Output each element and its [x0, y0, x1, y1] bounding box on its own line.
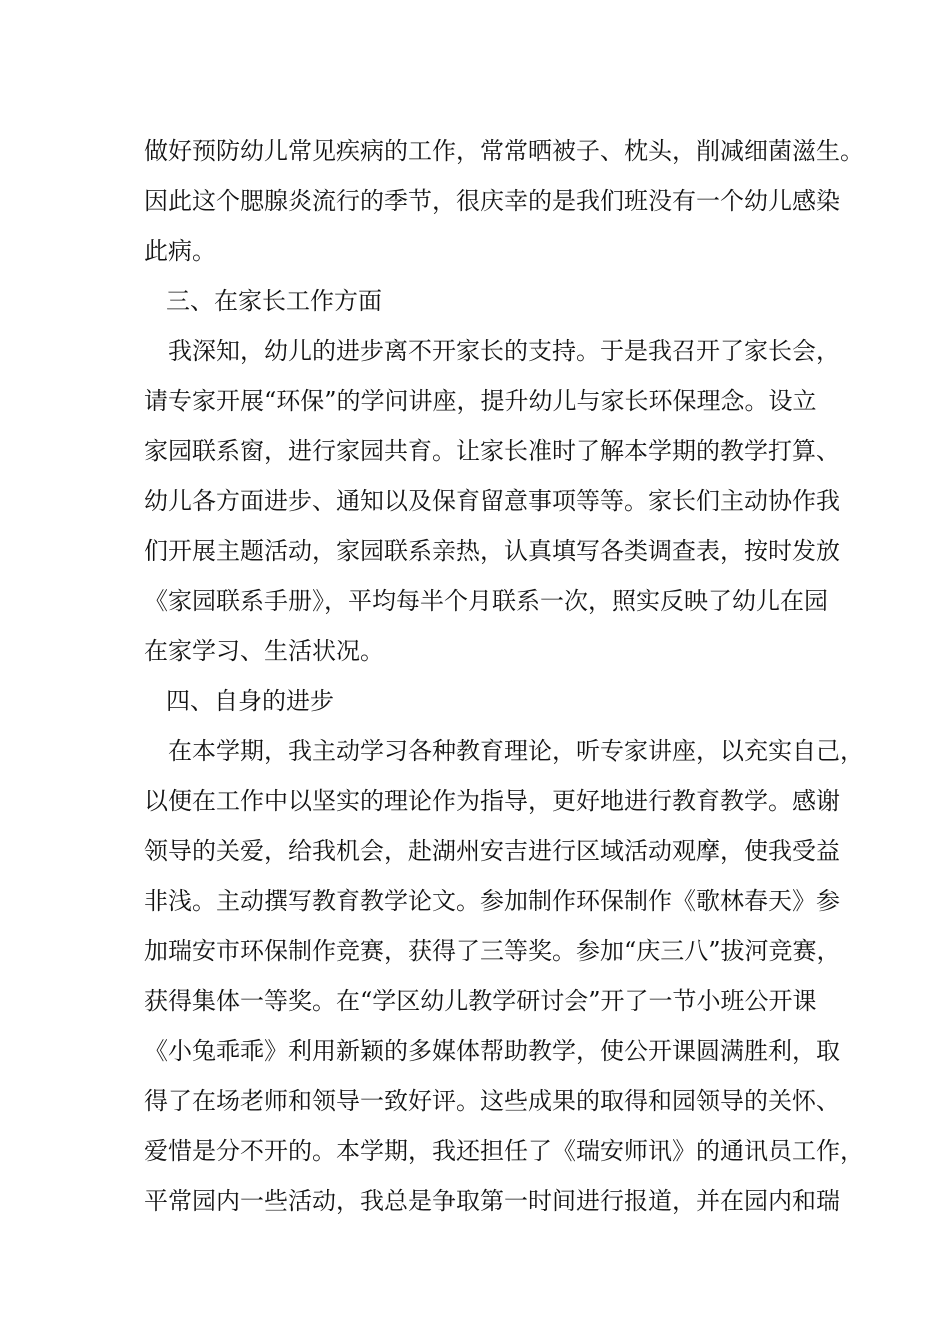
body-text-line: 加瑞安市环保制作竞赛，获得了三等奖。参加“庆三八”拔河竞赛，: [144, 937, 841, 965]
body-text-line: 获得集体一等奖。在“学区幼儿教学研讨会”开了一节小班公开课: [144, 987, 817, 1015]
body-text-line: 非浅。主动撰写教育教学论文。参加制作环保制作《歌林春天》参: [144, 887, 840, 915]
body-text-line: 《小兔乖乖》利用新颖的多媒体帮助教学，使公开课圆满胜利，取: [144, 1037, 840, 1065]
section-heading-parents: 三、在家长工作方面: [166, 287, 382, 315]
body-text-line: 此病。: [144, 237, 216, 265]
body-text-line: 平常园内一些活动，我总是争取第一时间进行报道，并在园内和瑞: [144, 1187, 840, 1215]
body-text-line: 我深知，幼儿的进步离不开家长的支持。于是我召开了家长会，: [168, 337, 840, 365]
body-text-line: 们开展主题活动，家园联系亲热，认真填写各类调查表，按时发放: [144, 537, 840, 565]
body-text-line: 做好预防幼儿常见疾病的工作，常常晒被子、枕头，削减细菌滋生。: [144, 137, 864, 165]
body-text-line: 在家学习、生活状况。: [144, 637, 384, 665]
section-heading-self-progress: 四、自身的进步: [166, 687, 334, 715]
body-text-line: 领导的关爱，给我机会，赴湖州安吉进行区域活动观摩，使我受益: [144, 837, 840, 865]
body-text-line: 请专家开展“环保”的学问讲座，提升幼儿与家长环保理念。设立: [144, 387, 817, 415]
body-text-line: 幼儿各方面进步、通知以及保育留意事项等等。家长们主动协作我: [144, 487, 840, 515]
body-text-line: 得了在场老师和领导一致好评。这些成果的取得和园领导的关怀、: [144, 1087, 840, 1115]
body-text-line: 因此这个腮腺炎流行的季节，很庆幸的是我们班没有一个幼儿感染: [144, 187, 840, 215]
body-text-line: 在本学期，我主动学习各种教育理论，听专家讲座，以充实自己，: [168, 737, 864, 765]
body-text-line: 《家园联系手册》，平均每半个月联系一次，照实反映了幼儿在园: [144, 587, 828, 615]
body-text-line: 家园联系窗，进行家园共育。让家长准时了解本学期的教学打算、: [144, 437, 840, 465]
body-text-line: 以便在工作中以坚实的理论作为指导，更好地进行教育教学。感谢: [144, 787, 840, 815]
body-text-line: 爱惜是分不开的。本学期，我还担任了《瑞安师讯》的通讯员工作，: [144, 1137, 864, 1165]
